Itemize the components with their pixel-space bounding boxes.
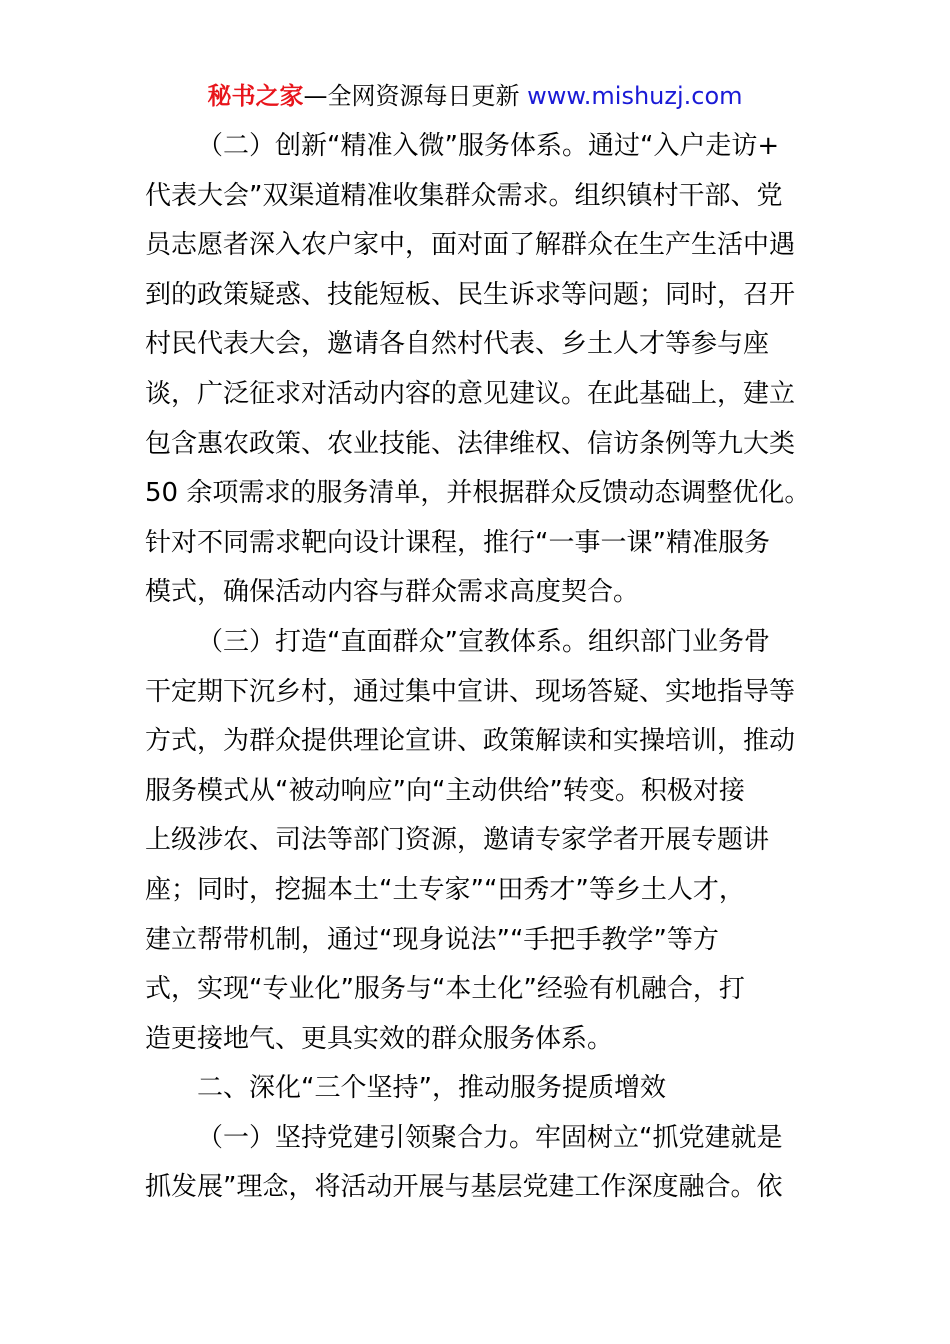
text-line: 方式，为群众提供理论宣讲、政策解读和实操培训，推动 <box>145 726 796 757</box>
text-line: 抓发展”理念，将活动开展与基层党建工作深度融合。依 <box>145 1172 783 1203</box>
text-line: 座；同时，挖掘本土“土专家”“田秀才”等乡土人才， <box>145 874 745 905</box>
text-line: 上级涉农、司法等部门资源，邀请专家学者开展专题讲 <box>145 825 770 856</box>
text-line: 50 余项需求的服务清单，并根据群众反馈动态调整优化。 <box>145 478 811 509</box>
text-line: （二）创新“精准入微”服务体系。通过“入户走访+ <box>197 131 780 161</box>
text-line: 员志愿者深入农户家中，面对面了解群众在生产生活中遇 <box>145 230 796 261</box>
text-line: 到的政策疑惑、技能短板、民生诉求等问题；同时，召开 <box>145 279 796 310</box>
text-line: 代表大会”双渠道精准收集群众需求。组织镇村干部、党 <box>145 180 783 211</box>
brand-name: 秘书之家 <box>207 82 304 110</box>
section-heading: 二、深化“三个坚持”，推动服务提质增效 <box>197 1073 666 1104</box>
text-line: 包含惠农政策、农业技能、法律维权、信访条例等九大类 <box>145 428 796 459</box>
text-line: 村民代表大会，邀请各自然村代表、乡土人才等参与座 <box>145 329 770 360</box>
site-watermark-header <box>0 78 950 114</box>
text-line: 式，实现“专业化”服务与“本土化”经验有机融合，打 <box>145 974 745 1005</box>
site-url: www.mishuzj.com <box>527 82 743 110</box>
text-line: 谈，广泛征求对活动内容的意见建议。在此基础上，建立 <box>145 378 796 409</box>
brand-tagline: —全网资源每日更新 <box>303 82 528 110</box>
text-line: 服务模式从“被动响应”向“主动供给”转变。积极对接 <box>145 775 745 806</box>
text-line: 针对不同需求靶向设计课程，推行“一事一课”精准服务 <box>145 527 770 558</box>
text-line: （三）打造“直面群众”宣教体系。组织部门业务骨 <box>197 626 770 657</box>
text-line: 模式，确保活动内容与群众需求高度契合。 <box>145 577 640 608</box>
text-line: （一）坚持党建引领聚合力。牢固树立“抓党建就是 <box>197 1122 783 1153</box>
text-line: 干定期下沉乡村，通过集中宣讲、现场答疑、实地指导等 <box>145 676 796 707</box>
text-line: 建立帮带机制，通过“现身说法”“手把手教学”等方 <box>145 924 719 955</box>
text-line: 造更接地气、更具实效的群众服务体系。 <box>145 1023 614 1054</box>
document-body <box>145 122 810 1213</box>
